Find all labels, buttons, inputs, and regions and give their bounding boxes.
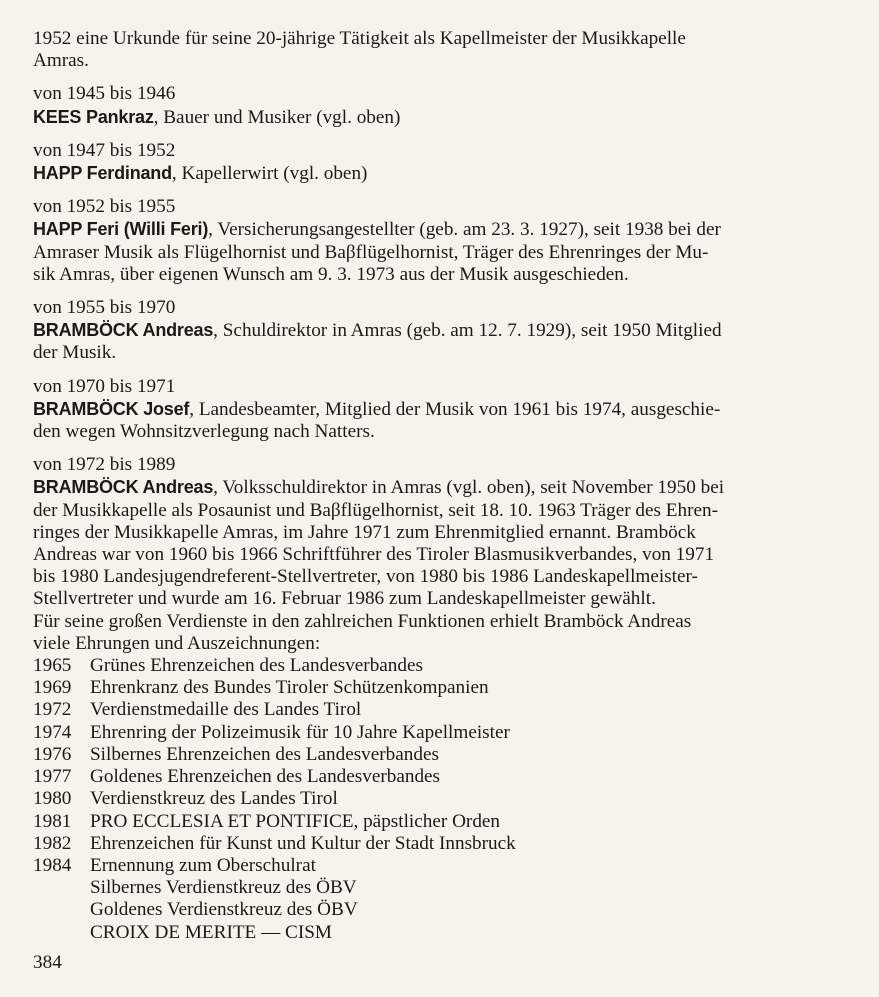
honor-item: [33, 855, 853, 877]
entry-line: den wegen Wohnsitzverlegung nach Natters.: [33, 421, 375, 443]
entry-line: [33, 106, 853, 129]
person-name: HAPP Ferdinand: [33, 163, 172, 184]
honor-item: [33, 699, 853, 721]
honor-year: [33, 922, 90, 944]
honor-item: [33, 833, 853, 855]
entry-text: , Landesbeamter, Mitglied der Musik von 1961 bis 1974, ausgeschie-: [189, 398, 721, 420]
person-name: HAPP Feri (Willi Feri): [33, 219, 209, 240]
entry-line: der Musikkapelle als Posaunist und Baβflügelhornist, seit 18. 10. 1963 Träger des Ehren-: [33, 499, 718, 521]
honor-year: 1981: [33, 810, 72, 832]
honor-item: [33, 722, 853, 744]
entry-line: ringes der Musikkapelle Amras, im Jahre 1971 zum Ehrenmitglied ernannt. Bramböck: [33, 521, 696, 543]
intro-line: Amras.: [33, 50, 89, 72]
honor-year: 1965: [33, 655, 72, 677]
person-name: BRAMBÖCK Josef: [33, 398, 190, 419]
honor-year: 1984: [33, 854, 72, 876]
honor-item: [33, 788, 853, 810]
honor-text: Verdienstkreuz des Landes Tirol: [90, 788, 338, 810]
entry-period: von 1952 bis 1955: [33, 196, 176, 218]
honor-year: 1969: [33, 677, 72, 699]
entry-text: , Kapellerwirt (vgl. oben): [171, 163, 368, 185]
honors-list: [33, 655, 853, 944]
honor-year: 1977: [33, 766, 72, 788]
entry-line: [33, 398, 853, 421]
honor-year: 1980: [33, 788, 72, 810]
entry-line: [33, 319, 853, 342]
honor-year: 1982: [33, 832, 72, 854]
person-name: KEES Pankraz: [33, 106, 154, 127]
honor-text: Verdienstmedaille des Landes Tirol: [90, 699, 362, 721]
honor-year: 1972: [33, 699, 72, 721]
honor-item: [33, 766, 853, 788]
honor-year: [33, 899, 90, 921]
entry-line: [33, 218, 853, 241]
entry-line: bis 1980 Landesjugendreferent-Stellvertreter, von 1980 bis 1986 Landeskapellmeister-: [33, 566, 698, 588]
page-number: 384: [33, 952, 62, 973]
honor-year: [33, 877, 90, 899]
page-body: [33, 28, 853, 944]
entry-line: sik Amras, über eigenen Wunsch am 9. 3. 1973 aus der Musik ausgeschieden.: [33, 263, 629, 285]
entry-line: Amraser Musik als Flügelhornist und Baβflügelhornist, Träger des Ehrenringes der Mu-: [33, 241, 709, 263]
honor-item: [33, 677, 853, 699]
honor-text: Goldenes Verdienstkreuz des ÖBV: [90, 899, 358, 921]
entry-period: von 1972 bis 1989: [33, 454, 176, 476]
entry-period: von 1947 bis 1952: [33, 139, 176, 161]
honor-text: Silbernes Verdienstkreuz des ÖBV: [90, 877, 357, 899]
honor-text: PRO ECCLESIA ET PONTIFICE, päpstlicher Orden: [90, 810, 501, 832]
entry-line: viele Ehrungen und Auszeichnungen:: [33, 632, 321, 654]
entry-line: Stellvertreter und wurde am 16. Februar 1986 zum Landeskapellmeister gewählt.: [33, 588, 656, 610]
conductor-entry: [33, 297, 853, 365]
honor-text: Ehrenkranz des Bundes Tiroler Schützenkompanien: [90, 677, 489, 699]
entry-text: , Volksschuldirektor in Amras (vgl. oben), seit November 1950 bei: [213, 477, 725, 499]
entry-text: , Bauer und Musiker (vgl. oben): [153, 106, 401, 128]
entry-line: [33, 476, 853, 499]
honor-text: Ehrenring der Polizeimusik für 10 Jahre Kapellmeister: [90, 721, 510, 743]
honor-text: Ernennung zum Oberschulrat: [90, 854, 316, 876]
honor-text: Ehrenzeichen für Kunst und Kultur der Stadt Innsbruck: [90, 832, 516, 854]
conductor-entry: [33, 454, 853, 655]
honor-text: Goldenes Ehrenzeichen des Landesverbandes: [90, 766, 441, 788]
conductor-entry: [33, 83, 853, 128]
honor-year: 1974: [33, 721, 72, 743]
entry-line: [33, 162, 853, 185]
intro-paragraph: [33, 28, 853, 72]
honor-item: [33, 744, 853, 766]
conductor-entry: [33, 376, 853, 444]
entry-line: Für seine großen Verdienste in den zahlreichen Funktionen erhielt Bramböck Andreas: [33, 610, 692, 632]
person-name: BRAMBÖCK Andreas: [33, 320, 214, 341]
entry-text: , Schuldirektor in Amras (geb. am 12. 7. 1929), seit 1950 Mitglied: [213, 320, 722, 342]
entry-period: von 1970 bis 1971: [33, 375, 176, 397]
honor-text: CROIX DE MERITE — CISM: [90, 921, 332, 943]
honor-item: [33, 922, 853, 944]
honor-text: Silbernes Ehrenzeichen des Landesverbandes: [90, 743, 439, 765]
entry-period: von 1945 bis 1946: [33, 83, 176, 105]
honor-text: Grünes Ehrenzeichen des Landesverbandes: [90, 655, 423, 677]
person-name: BRAMBÖCK Andreas: [33, 477, 214, 498]
honor-item: [33, 655, 853, 677]
honor-year: 1976: [33, 743, 72, 765]
entry-line: Andreas war von 1960 bis 1966 Schriftführer des Tiroler Blasmusikverbandes, von 1971: [33, 544, 715, 566]
honor-item: [33, 811, 853, 833]
honor-item: [33, 899, 853, 921]
entry-text: , Versicherungsangestellter (geb. am 23. 3. 1927), seit 1938 bei der: [208, 219, 721, 241]
conductor-entry: [33, 196, 853, 286]
conductor-entry: [33, 140, 853, 185]
honor-item: [33, 877, 853, 899]
entry-period: von 1955 bis 1970: [33, 297, 176, 319]
entry-line: der Musik.: [33, 342, 117, 364]
intro-line: 1952 eine Urkunde für seine 20-jährige Tätigkeit als Kapellmeister der Musikkapelle: [33, 28, 686, 49]
